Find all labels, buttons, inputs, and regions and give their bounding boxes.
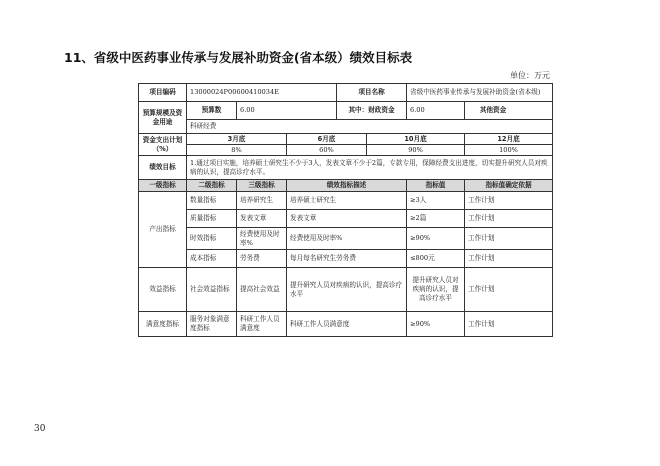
basis-cell: 工作计划 <box>465 210 553 228</box>
description-cell: 发表文章 <box>287 210 407 228</box>
fiscal-funds-label: 其中：财政资金 <box>337 102 407 120</box>
indicator-header-row <box>139 180 553 192</box>
spending-plan-label: 资金支出计划（%） <box>139 134 187 156</box>
level2-cell: 社会效益指标 <box>187 268 237 312</box>
page-number: 30 <box>34 424 46 434</box>
performance-goal-label: 绩效目标 <box>139 156 187 180</box>
table-row <box>139 192 553 210</box>
header-level3: 三级指标 <box>237 180 287 192</box>
spending-month-q3: 10月底 <box>367 134 465 145</box>
table-row <box>139 268 553 312</box>
spending-month-q4: 12月底 <box>465 134 553 145</box>
header-value: 指标值 <box>407 180 465 192</box>
other-funds-label: 其他资金 <box>479 106 507 114</box>
performance-table <box>138 83 553 337</box>
header-basis: 指标值确定依据 <box>465 180 553 192</box>
basis-cell: 工作计划 <box>465 268 553 312</box>
budget-row <box>139 102 553 120</box>
budget-label: 预算规模及资金用途 <box>139 102 187 134</box>
spending-value-q4: 100% <box>465 145 553 156</box>
table-row <box>139 312 553 337</box>
value-cell: ≥3人 <box>407 192 465 210</box>
level2-cell: 服务对象满意度指标 <box>187 312 237 337</box>
description-cell: 科研工作人员满意度 <box>287 312 407 337</box>
value-cell: ≥2篇 <box>407 210 465 228</box>
description-cell: 提升研究人员对疾病的认识，提高诊疗水平 <box>287 268 407 312</box>
benefit-indicator-label: 效益指标 <box>139 268 187 312</box>
project-code-row <box>139 84 553 102</box>
description-cell: 培养硕士研究生 <box>287 192 407 210</box>
table-row <box>139 210 553 228</box>
other-funds-cell <box>465 102 553 120</box>
spending-month-q2: 6月底 <box>287 134 367 145</box>
level3-cell: 科研工作人员满意度 <box>237 312 287 337</box>
satisfaction-indicator-label: 满意度指标 <box>139 312 187 337</box>
header-level2: 二级指标 <box>187 180 237 192</box>
project-name-value: 省级中医药事业传承与发展补助资金(省本级) <box>407 84 553 102</box>
description-cell: 每月每名研究生劳务费 <box>287 250 407 268</box>
level2-cell: 质量指标 <box>187 210 237 228</box>
spending-values-row <box>139 145 553 156</box>
spending-months-row <box>139 134 553 145</box>
level2-cell: 数量指标 <box>187 192 237 210</box>
value-cell: ≤800元 <box>407 250 465 268</box>
output-indicator-label: 产出指标 <box>139 192 187 268</box>
level3-cell: 发表文章 <box>237 210 287 228</box>
table-row <box>139 250 553 268</box>
basis-cell: 工作计划 <box>465 228 553 250</box>
header-description: 绩效指标描述 <box>287 180 407 192</box>
basis-cell: 工作计划 <box>465 312 553 337</box>
project-name-label: 项目名称 <box>337 84 407 102</box>
spending-value-q2: 60% <box>287 145 367 156</box>
basis-cell: 工作计划 <box>465 192 553 210</box>
level2-cell: 成本指标 <box>187 250 237 268</box>
fiscal-funds-value: 6.00 <box>407 102 465 120</box>
budget-amount-label: 预算数 <box>187 102 237 120</box>
value-cell: ≥90% <box>407 228 465 250</box>
unit-label: 单位：万元 <box>510 71 550 80</box>
goal-row <box>139 156 553 180</box>
level2-cell: 时效指标 <box>187 228 237 250</box>
level3-cell: 劳务费 <box>237 250 287 268</box>
value-cell: ≥90% <box>407 312 465 337</box>
description-cell: 经费使用及时率% <box>287 228 407 250</box>
basis-cell: 工作计划 <box>465 250 553 268</box>
spending-value-q1: 8% <box>187 145 287 156</box>
fund-purpose: 科研经费 <box>187 120 553 134</box>
level3-cell: 培养研究生 <box>237 192 287 210</box>
header-level1: 一级指标 <box>139 180 187 192</box>
spending-value-q3: 90% <box>367 145 465 156</box>
document-title: 11、省级中医药事业传承与发展补助资金(省本级）绩效目标表 <box>64 50 413 65</box>
purpose-row <box>139 120 553 134</box>
project-code-value: 13000024P00600410034E <box>187 84 337 102</box>
table-row <box>139 228 553 250</box>
budget-amount-value: 6.00 <box>237 102 337 120</box>
value-cell: 提升研究人员对疾病的认识，提高诊疗水平 <box>407 268 465 312</box>
level3-cell: 经费使用及时率% <box>237 228 287 250</box>
spending-month-q1: 3月底 <box>187 134 287 145</box>
level3-cell: 提高社会效益 <box>237 268 287 312</box>
performance-goal-text: 1.通过项目实施，培养硕士研究生不少于3人，发表文章不少于2篇，专款专用，保障经费支出进度，切实提升研究人员对疾病的认识，提高诊疗水平。 <box>187 156 553 180</box>
project-code-label: 项目编码 <box>139 84 187 102</box>
